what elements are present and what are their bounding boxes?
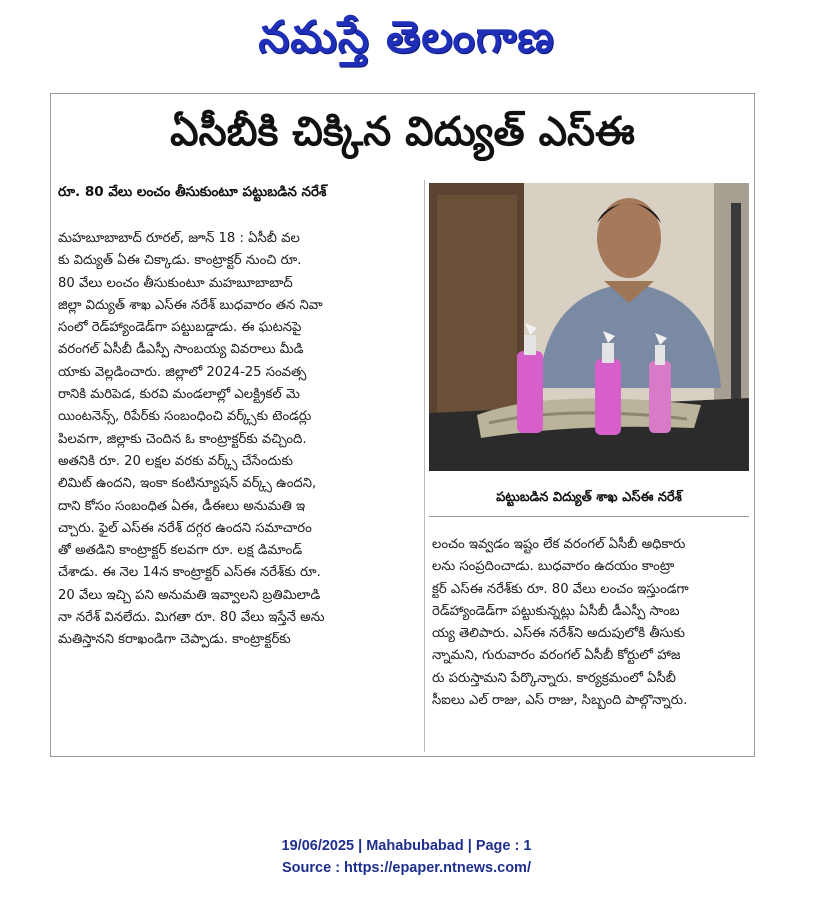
body-line: అతనికి రూ. 20 లక్షల వరకు వర్క్స్ చేసేందుకు (58, 453, 293, 469)
body-line: మహబూబాబాద్ రూరల్, జూన్ 18 : ఏసీబీ వల (58, 231, 300, 246)
body-line: లంచం ఇవ్వడం ఇష్టం లేక వరంగల్ ఏసీబీ అధికారు (432, 537, 686, 552)
body-line: యింటనెన్స్, రిపేర్‌కు సంబంధించి వర్క్స్‌కు టెండర్లు (58, 409, 312, 425)
body-line: కు విద్యుత్ ఏఈ చిక్కాడు. కాంట్రాక్టర్ నుంచి రూ. (58, 253, 302, 269)
body-line: న్నామని, గురువారం వరంగల్ ఏసీబీ కోర్టులో హాజ (432, 648, 681, 664)
body-line: చేశాడు. ఈ నెల 14న కాంట్రాక్టర్ ఎస్ఈ నరేశ్‌కు రూ. (58, 565, 321, 581)
news-photo (429, 183, 749, 471)
body-line: రానికి మరిపెడ, కురవి మండలాల్లో ఎలక్ట్రికల్ మె (58, 387, 300, 403)
body-line: 20 వేలు ఇచ్చి పని అనుమతి ఇవ్వాలని బ్రతిమిలాడి (58, 587, 321, 603)
article-sub-headline: రూ. 80 వేలు లంచం తీసుకుంటూ పట్టుబడిన నరేశ్ (58, 184, 327, 200)
body-line: మతిస్తానని కరాఖండిగా చెప్పాడు. కాంట్రాక్టర్‌కు (58, 632, 291, 648)
footer-source: Source : https://epaper.ntnews.com/ (282, 860, 531, 876)
news-photo-illustration (429, 183, 749, 471)
body-line: సంలో రెడ్‌హ్యాండెడ్‌గా పట్టుబడ్డాడు. ఈ ఘటనపై (58, 320, 302, 336)
body-line: పిలవగా, జిల్లాకు చెందిన ఓ కాంట్రాక్టర్‌కు వచ్చింది. (58, 431, 307, 447)
caption-divider (429, 516, 749, 517)
article-headline: ఏసీబీకి చిక్కిన విద్యుత్ ఎస్ఈ (170, 109, 635, 155)
footer-date-edition: 19/06/2025 | Mahabubabad | Page : 1 (281, 838, 532, 854)
body-line: లిమిట్ ఉందని, ఇంకా కంటిన్యూషన్ వర్క్స్ ఉందని, (58, 476, 317, 492)
body-line: నా నరేశ్ వినలేదు. మిగతా రూ. 80 వేలు ఇస్తేనే అను (58, 610, 325, 626)
body-line: 80 వేలు లంచం తీసుకుంటూ మహబూబాబాద్ (58, 275, 293, 291)
masthead-title: నమస్తే తెలంగాణ (258, 12, 555, 63)
body-line: చ్చారు. ఫైల్ ఎస్ఈ నరేశ్ దగ్గర ఉందని సమాచారం (58, 520, 312, 536)
body-line: యాకు వెల్లడించారు. జిల్లాలో 2024-25 సంవత్స (58, 364, 307, 380)
photo-caption: పట్టుబడిన విద్యుత్ శాఖ ఎస్ఈ నరేశ్ (496, 490, 682, 505)
body-line: సీఐలు ఎల్ రాజు, ఎస్ రాజు, సిబ్బంది పాల్గొన్నారు. (432, 693, 688, 709)
body-line: తో అతడిని కాంట్రాక్టర్ కలవగా రూ. లక్ష డిమాండ్ (58, 543, 303, 559)
article-body-right (432, 534, 750, 712)
body-line: వరంగల్ ఏసీబీ డీఎస్పీ సాంబయ్య వివరాలు మీడి (58, 342, 304, 358)
body-line: రు పరుస్తామని పేర్కొన్నారు. కార్యక్రమంలో ఏసీబీ (432, 670, 676, 686)
body-line: లను సంప్రదించాడు. బుధవారం ఉదయం కాంట్రా (432, 559, 675, 575)
body-line: య్య తెలిపారు. ఎస్ఈ నరేశ్‌ని అదుపులోకి తీసుకు (432, 626, 685, 642)
body-line: దాని కోసం సంబంధిత ఏఈ, డీఈలు అనుమతి ఇ (58, 498, 306, 514)
article-body-left (58, 228, 420, 652)
body-line: జిల్లా విద్యుత్ శాఖ ఎస్ఈ నరేశ్ బుధవారం తన నివా (58, 297, 323, 313)
column-divider (424, 180, 425, 752)
body-line: క్టర్ ఎస్ఈ నరేశ్‌కు రూ. 80 వేలు లంచం ఇస్తుండగా (432, 581, 689, 597)
body-line: రెడ్‌హ్యాండెడ్‌గా పట్టుకున్నట్లు ఏసీబీ డీఎస్పీ సాంబ (432, 603, 680, 619)
